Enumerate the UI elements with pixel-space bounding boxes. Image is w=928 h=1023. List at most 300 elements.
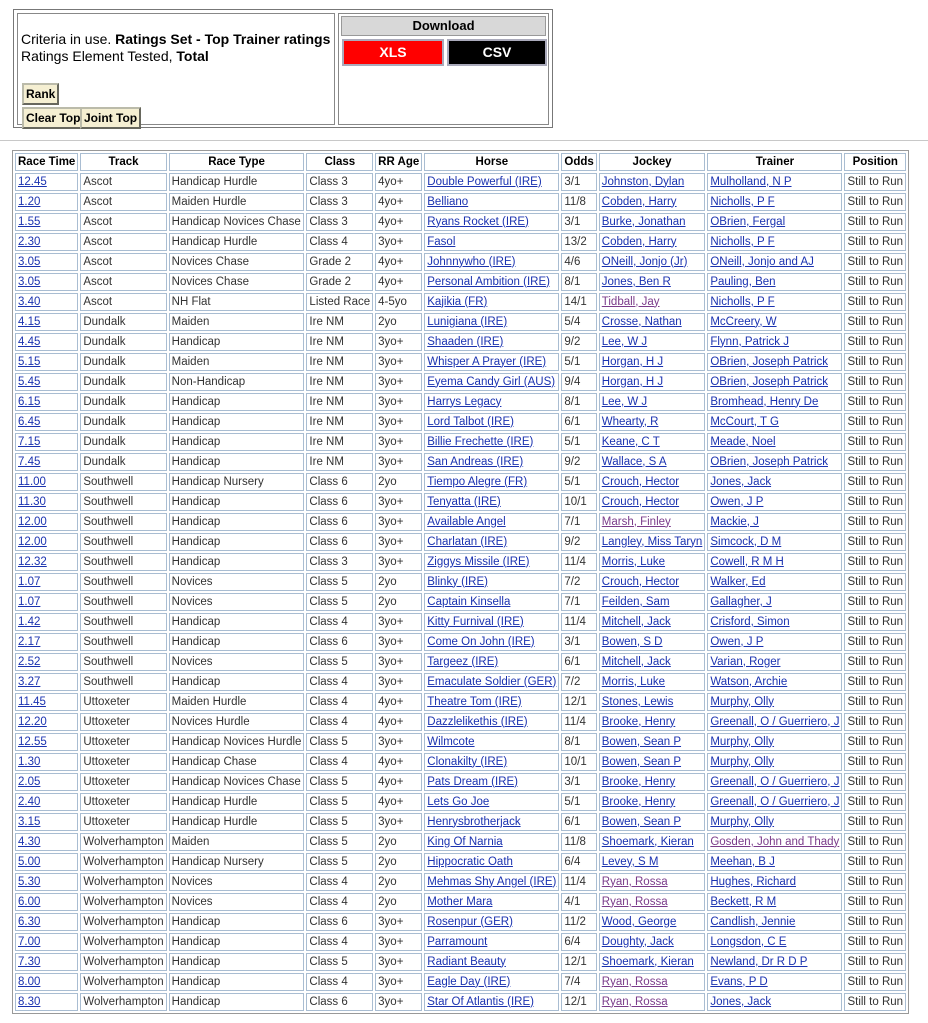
trainer-link[interactable]: Bromhead, Henry De [710,395,819,408]
horse-link[interactable]: Captain Kinsella [427,595,511,608]
cell-track: Wolverhampton [80,853,166,871]
cell-position: Still to Run [844,793,906,811]
horse-link[interactable]: Ziggys Missile (IRE) [427,555,530,568]
trainer-link[interactable]: Greenall, O / Guerriero, J [710,775,840,788]
jockey-link[interactable]: Marsh, Finley [601,515,671,528]
jockey-link[interactable]: Levey, S M [601,855,659,868]
cell-class: Ire NM [306,433,373,451]
cell-track: Southwell [80,533,166,551]
race-time-link[interactable]: 3.15 [18,815,41,828]
trainer-link[interactable]: Owen, J P [710,635,764,648]
horse-link[interactable]: Shaaden (IRE) [427,335,504,348]
jockey-link[interactable]: Bowen, Sean P [601,755,682,768]
cell-track: Dundalk [80,313,166,331]
race-time-link[interactable]: 1.30 [18,755,41,768]
jockey-link[interactable]: Mitchell, Jack [601,615,671,628]
cell-track: Wolverhampton [80,873,166,891]
table-row [15,613,906,631]
table-row [15,933,906,951]
cell-horse [424,853,559,871]
trainer-link[interactable]: Mackie, J [710,515,759,528]
trainer-link[interactable]: Greenall, O / Guerriero, J [710,715,840,728]
jockey-link[interactable]: Lee, W J [601,335,648,348]
trainer-link[interactable]: Murphy, Olly [710,755,775,768]
cell-position: Still to Run [844,193,906,211]
race-time-link[interactable]: 12.20 [18,715,47,728]
cell-trainer [707,233,842,251]
trainer-link[interactable]: Nicholls, P F [710,235,775,248]
cell-jockey [599,553,706,571]
jockey-link[interactable]: Mitchell, Jack [601,655,671,668]
race-time-link[interactable]: 2.30 [18,235,41,248]
cell-race-type: Handicap Nursery [169,473,305,491]
cell-track: Wolverhampton [80,933,166,951]
horse-link[interactable]: Targeez (IRE) [427,655,499,668]
criteria-prefix: Criteria in use. [21,31,116,47]
ratings-element-label: Total [176,48,209,64]
jockey-link[interactable]: Cobden, Harry [601,235,677,248]
jockey-link[interactable]: Doughty, Jack [601,935,674,948]
cell-horse [424,953,559,971]
horse-link[interactable]: Hippocratic Oath [427,855,513,868]
trainer-link[interactable]: OBrien, Fergal [710,215,786,228]
jockey-link[interactable]: Ryan, Rossa [601,975,668,988]
trainer-link[interactable]: Flynn, Patrick J [710,335,789,348]
race-time-link[interactable]: 7.30 [18,955,41,968]
cell-odds: 9/2 [561,333,596,351]
csv-download-button[interactable]: CSV [447,39,547,66]
cell-rr-age: 4-5yo [375,293,422,311]
horse-link[interactable]: Whisper A Prayer (IRE) [427,355,547,368]
horse-link[interactable]: Henrysbrotherjack [427,815,521,828]
cell-jockey [599,433,706,451]
race-time-link[interactable]: 1.07 [18,575,41,588]
cell-jockey [599,513,706,531]
cell-odds: 5/1 [561,353,596,371]
jockey-link[interactable]: Bowen, Sean P [601,735,682,748]
cell-race-type: Novices Hurdle [169,713,305,731]
jockey-link[interactable]: Keane, C T [601,435,660,448]
cell-jockey [599,813,706,831]
horse-link[interactable]: Harrys Legacy [427,395,502,408]
cell-odds: 11/8 [561,833,596,851]
trainer-link[interactable]: Varian, Roger [710,655,781,668]
table-row [15,293,906,311]
cell-class: Class 4 [306,753,373,771]
cell-class: Class 4 [306,713,373,731]
cell-jockey [599,613,706,631]
cell-race-time [15,253,78,271]
trainer-link[interactable]: Murphy, Olly [710,735,775,748]
trainer-link[interactable]: Mulholland, N P [710,175,792,188]
trainer-link[interactable]: Jones, Jack [710,475,772,488]
race-time-link[interactable]: 11.45 [18,695,46,708]
trainer-link[interactable]: Greenall, O / Guerriero, J [710,795,840,808]
cell-race-type: Handicap [169,493,305,511]
cell-position: Still to Run [844,593,906,611]
horse-link[interactable]: Come On John (IRE) [427,635,535,648]
cell-race-type: Novices [169,893,305,911]
cell-position: Still to Run [844,733,906,751]
xls-download-button[interactable]: XLS [342,39,444,66]
horse-link[interactable]: Available Angel [427,515,506,528]
rank-button[interactable]: Rank [22,83,59,105]
horse-link[interactable]: Theatre Tom (IRE) [427,695,522,708]
race-time-link[interactable]: 5.15 [18,355,41,368]
trainer-link[interactable]: OBrien, Joseph Patrick [710,355,828,368]
jockey-link[interactable]: Ryan, Rossa [601,895,668,908]
trainer-link[interactable]: Longsdon, C E [710,935,787,948]
column-header-class: Class [306,153,373,171]
cell-odds: 7/1 [561,593,596,611]
race-time-link[interactable]: 7.00 [18,935,41,948]
cell-horse [424,573,559,591]
horse-link[interactable]: Billie Frechette (IRE) [427,435,534,448]
jockey-link[interactable]: Ryan, Rossa [601,995,668,1008]
race-time-link[interactable]: 5.45 [18,375,41,388]
horse-link[interactable]: Clonakilty (IRE) [427,755,508,768]
jockey-link[interactable]: Morris, Luke [601,675,666,688]
race-time-link[interactable]: 6.15 [18,395,41,408]
cell-rr-age: 4yo+ [375,193,422,211]
jockey-link[interactable]: Crouch, Hector [601,575,680,588]
trainer-link[interactable]: Nicholls, P F [710,295,775,308]
race-time-link[interactable]: 2.05 [18,775,41,788]
cell-class: Class 6 [306,993,373,1011]
cell-jockey [599,873,706,891]
jockey-link[interactable]: Horgan, H J [601,355,664,368]
race-time-link[interactable]: 6.00 [18,895,41,908]
race-time-link[interactable]: 11.00 [18,475,46,488]
race-time-link[interactable]: 7.15 [18,435,41,448]
cell-horse [424,353,559,371]
trainer-link[interactable]: Candlish, Jennie [710,915,796,928]
trainer-link[interactable]: Simcock, D M [710,535,782,548]
horse-link[interactable]: Lunigiana (IRE) [427,315,508,328]
race-time-link[interactable]: 5.30 [18,875,41,888]
trainer-link[interactable]: Watson, Archie [710,675,788,688]
cell-rr-age: 3yo+ [375,453,422,471]
horse-link[interactable]: Parramount [427,935,488,948]
race-time-link[interactable]: 12.45 [18,175,47,188]
cell-track: Southwell [80,653,166,671]
cell-jockey [599,853,706,871]
jockey-link[interactable]: Langley, Miss Taryn [601,535,703,548]
jockey-link[interactable]: Bowen, S D [601,635,663,648]
jockey-link[interactable]: Horgan, H J [601,375,664,388]
trainer-link[interactable]: Cowell, R M H [710,555,784,568]
race-time-link[interactable]: 2.40 [18,795,41,808]
cell-position: Still to Run [844,613,906,631]
jockey-link[interactable]: Burke, Jonathan [601,215,686,228]
cell-race-type: Handicap [169,513,305,531]
cell-class: Class 5 [306,593,373,611]
cell-odds: 10/1 [561,753,596,771]
horse-link[interactable]: Belliano [427,195,469,208]
horse-link[interactable]: Tiempo Alegre (FR) [427,475,528,488]
cell-rr-age: 2yo [375,873,422,891]
cell-rr-age: 3yo+ [375,653,422,671]
cell-track: Ascot [80,193,166,211]
race-time-link[interactable]: 6.45 [18,415,41,428]
jockey-link[interactable]: Whearty, R [601,415,659,428]
cell-horse [424,673,559,691]
horse-link[interactable]: Kajikia (FR) [427,295,488,308]
cell-jockey [599,713,706,731]
horse-link[interactable]: Tenyatta (IRE) [427,495,501,508]
cell-jockey [599,413,706,431]
race-time-link[interactable]: 12.00 [18,535,47,548]
horse-link[interactable]: Pats Dream (IRE) [427,775,519,788]
column-header-odds: Odds [561,153,596,171]
jockey-link[interactable]: Shoemark, Kieran [601,955,694,968]
race-time-link[interactable]: 1.55 [18,215,41,228]
jockey-link[interactable]: Crosse, Nathan [601,315,682,328]
horse-link[interactable]: Lets Go Joe [427,795,490,808]
cell-rr-age: 2yo [375,473,422,491]
table-row [15,253,906,271]
trainer-link[interactable]: Evans, P D [710,975,768,988]
horse-link[interactable]: Emaculate Soldier (GER) [427,675,557,688]
cell-horse [424,633,559,651]
race-time-link[interactable]: 3.40 [18,295,41,308]
race-time-link[interactable]: 1.42 [18,615,41,628]
cell-odds: 5/1 [561,473,596,491]
trainer-link[interactable]: OBrien, Joseph Patrick [710,455,828,468]
race-time-link[interactable]: 6.30 [18,915,41,928]
cell-trainer [707,693,842,711]
jockey-link[interactable]: Jones, Ben R [601,275,671,288]
cell-horse [424,233,559,251]
horse-link[interactable]: Radiant Beauty [427,955,506,968]
horse-link[interactable]: Kitty Furnival (IRE) [427,615,524,628]
trainer-link[interactable]: Hughes, Richard [710,875,796,888]
jockey-link[interactable]: Cobden, Harry [601,195,677,208]
cell-rr-age: 3yo+ [375,353,422,371]
horse-link[interactable]: Double Powerful (IRE) [427,175,542,188]
trainer-link[interactable]: ONeill, Jonjo and AJ [710,255,814,268]
jockey-link[interactable]: Lee, W J [601,395,648,408]
cell-class: Class 3 [306,553,373,571]
cell-race-type: Novices [169,653,305,671]
jockey-link[interactable]: Tidball, Jay [601,295,660,308]
horse-link[interactable]: Eagle Day (IRE) [427,975,511,988]
race-time-link[interactable]: 3.05 [18,275,41,288]
cell-odds: 3/1 [561,773,596,791]
jockey-link[interactable]: Brooke, Henry [601,775,676,788]
cell-track: Uttoxeter [80,793,166,811]
trainer-link[interactable]: McCreery, W [710,315,777,328]
jockey-link[interactable]: Brooke, Henry [601,715,676,728]
cell-track: Wolverhampton [80,893,166,911]
cell-jockey [599,733,706,751]
cell-position: Still to Run [844,873,906,891]
cell-horse [424,973,559,991]
cell-horse [424,293,559,311]
cell-rr-age: 3yo+ [375,953,422,971]
horse-link[interactable]: Blinky (IRE) [427,575,488,588]
cell-race-type: Handicap Novices Hurdle [169,733,305,751]
race-time-link[interactable]: 5.00 [18,855,41,868]
clear-top-button[interactable]: Clear Top [22,107,84,129]
cell-position: Still to Run [844,813,906,831]
cell-race-type: Novices [169,573,305,591]
cell-race-time [15,553,78,571]
jockey-link[interactable]: Crouch, Hector [601,475,680,488]
cell-jockey [599,893,706,911]
cell-position: Still to Run [844,213,906,231]
trainer-link[interactable]: Crisford, Simon [710,615,790,628]
race-time-link[interactable]: 11.30 [18,495,46,508]
horse-link[interactable]: Eyema Candy Girl (AUS) [427,375,556,388]
table-row [15,493,906,511]
trainer-link[interactable]: Nicholls, P F [710,195,775,208]
trainer-link[interactable]: OBrien, Joseph Patrick [710,375,828,388]
race-time-link[interactable]: 2.52 [18,655,41,668]
table-row [15,393,906,411]
cell-track: Dundalk [80,433,166,451]
horse-link[interactable]: Lord Talbot (IRE) [427,415,514,428]
jockey-link[interactable]: Brooke, Henry [601,795,676,808]
jockey-link[interactable]: Wallace, S A [601,455,667,468]
cell-horse [424,313,559,331]
race-time-link[interactable]: 8.30 [18,995,41,1008]
cell-class: Class 5 [306,853,373,871]
jockey-link[interactable]: Feilden, Sam [601,595,670,608]
cell-race-time [15,953,78,971]
jockey-link[interactable]: Crouch, Hector [601,495,680,508]
trainer-link[interactable]: Pauling, Ben [710,275,776,288]
race-time-link[interactable]: 8.00 [18,975,41,988]
cell-track: Uttoxeter [80,813,166,831]
horse-link[interactable]: Dazzlelikethis (IRE) [427,715,528,728]
jockey-link[interactable]: Johnston, Dylan [601,175,685,188]
race-time-link[interactable]: 1.07 [18,595,41,608]
cell-rr-age: 3yo+ [375,913,422,931]
cell-jockey [599,653,706,671]
race-time-link[interactable]: 7.45 [18,455,41,468]
race-time-link[interactable]: 3.05 [18,255,41,268]
trainer-link[interactable]: Murphy, Olly [710,815,775,828]
cell-race-time [15,393,78,411]
cell-jockey [599,633,706,651]
horse-link[interactable]: King Of Narnia [427,835,503,848]
trainer-link[interactable]: Beckett, R M [710,895,777,908]
table-row [15,313,906,331]
trainer-link[interactable]: Gosden, John and Thady [710,835,840,848]
jockey-link[interactable]: Shoemark, Kieran [601,835,694,848]
cell-track: Uttoxeter [80,773,166,791]
jockey-link[interactable]: Wood, George [601,915,677,928]
race-time-link[interactable]: 4.30 [18,835,41,848]
horse-link[interactable]: Ryans Rocket (IRE) [427,215,529,228]
cell-race-time [15,373,78,391]
race-time-link[interactable]: 12.32 [18,555,47,568]
trainer-link[interactable]: Newland, Dr R D P [710,955,808,968]
race-time-link[interactable]: 3.27 [18,675,41,688]
cell-horse [424,473,559,491]
table-row [15,213,906,231]
cell-track: Wolverhampton [80,993,166,1011]
cell-horse [424,793,559,811]
cell-race-time [15,673,78,691]
cell-position: Still to Run [844,753,906,771]
cell-race-type: Maiden Hurdle [169,193,305,211]
cell-class: Class 5 [306,793,373,811]
race-time-link[interactable]: 2.17 [18,635,41,648]
cell-race-time [15,653,78,671]
horse-link[interactable]: Johnnywho (IRE) [427,255,516,268]
cell-track: Southwell [80,593,166,611]
cell-position: Still to Run [844,233,906,251]
race-time-link[interactable]: 12.00 [18,515,47,528]
trainer-link[interactable]: Meehan, B J [710,855,775,868]
cell-rr-age: 4yo+ [375,693,422,711]
cell-position: Still to Run [844,633,906,651]
joint-top-button[interactable]: Joint Top [80,107,141,129]
jockey-link[interactable]: Stones, Lewis [601,695,674,708]
jockey-link[interactable]: Ryan, Rossa [601,875,668,888]
horse-link[interactable]: Charlatan (IRE) [427,535,508,548]
cell-horse [424,933,559,951]
race-time-link[interactable]: 4.15 [18,315,41,328]
cell-race-time [15,453,78,471]
divider [0,140,928,141]
horse-link[interactable]: Mehmas Shy Angel (IRE) [427,875,557,888]
horse-link[interactable]: Mother Mara [427,895,493,908]
trainer-link[interactable]: Walker, Ed [710,575,766,588]
cell-odds: 6/1 [561,653,596,671]
trainer-link[interactable]: Jones, Jack [710,995,772,1008]
cell-odds: 3/1 [561,633,596,651]
cell-odds: 12/1 [561,993,596,1011]
cell-rr-age: 3yo+ [375,513,422,531]
cell-trainer [707,733,842,751]
horse-link[interactable]: Fasol [427,235,456,248]
cell-odds: 9/4 [561,373,596,391]
jockey-link[interactable]: ONeill, Jonjo (Jr) [601,255,688,268]
jockey-link[interactable]: Bowen, Sean P [601,815,682,828]
horse-link[interactable]: Wilmcote [427,735,475,748]
cell-class: Ire NM [306,413,373,431]
cell-race-time [15,613,78,631]
trainer-link[interactable]: McCourt, T G [710,415,779,428]
horse-link[interactable]: Rosenpur (GER) [427,915,513,928]
race-time-link[interactable]: 4.45 [18,335,41,348]
table-row [15,373,906,391]
race-time-link[interactable]: 1.20 [18,195,41,208]
jockey-link[interactable]: Morris, Luke [601,555,666,568]
horse-link[interactable]: Star Of Atlantis (IRE) [427,995,534,1008]
cell-track: Dundalk [80,333,166,351]
cell-race-time [15,793,78,811]
cell-position: Still to Run [844,893,906,911]
cell-horse [424,893,559,911]
cell-horse [424,833,559,851]
cell-jockey [599,293,706,311]
trainer-link[interactable]: Meade, Noel [710,435,776,448]
cell-race-time [15,693,78,711]
cell-race-time [15,273,78,291]
race-time-link[interactable]: 12.55 [18,735,47,748]
cell-race-type: Handicap Hurdle [169,173,305,191]
horse-link[interactable]: San Andreas (IRE) [427,455,524,468]
horse-link[interactable]: Personal Ambition (IRE) [427,275,550,288]
trainer-link[interactable]: Murphy, Olly [710,695,775,708]
trainer-link[interactable]: Gallagher, J [710,595,772,608]
trainer-link[interactable]: Owen, J P [710,495,764,508]
cell-position: Still to Run [844,293,906,311]
